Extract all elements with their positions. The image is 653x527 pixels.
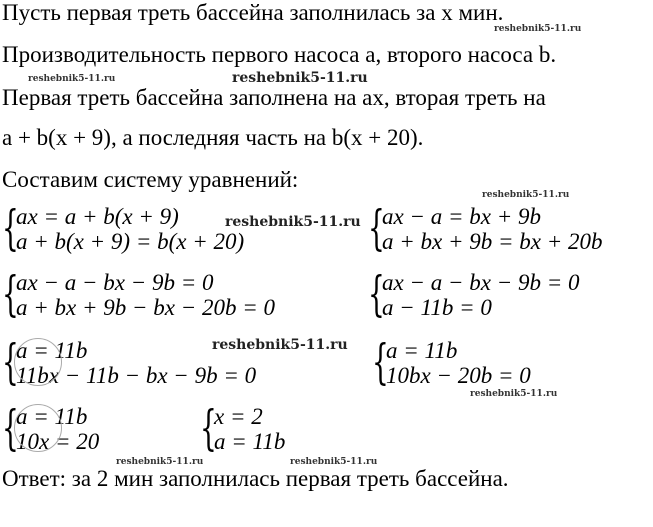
answer-line: Ответ: за 2 мин заполнилась первая треть бассейна. [2, 466, 509, 491]
brace-icon: { [372, 334, 389, 390]
system-6-eq-1: a = 11b [386, 338, 458, 363]
system-1-eq-1: ax = a + b(x + 9) [16, 204, 179, 229]
system-1-eq-2: a + b(x + 9) = b(x + 20) [16, 229, 245, 254]
text-line-5: Составим систему уравнений: [2, 167, 299, 192]
system-4-eq-2: a − 11b = 0 [382, 295, 492, 320]
brace-icon: { [200, 400, 217, 456]
watermark: reshebnik5-11.ru [28, 74, 116, 84]
watermark: reshebnik5-11.ru [290, 457, 378, 467]
system-2-eq-2: a + bx + 9b = bx + 20b [382, 229, 603, 254]
system-7-eq-1: a = 11b [16, 404, 88, 429]
watermark: reshebnik5-11.ru [232, 70, 368, 86]
text-line-2: Производительность первого насоса a, второго насоса b. [2, 42, 557, 67]
system-3-eq-2: a + bx + 9b − bx − 20b = 0 [16, 295, 276, 320]
system-8-eq-2: a = 11b [214, 429, 286, 454]
watermark: reshebnik5-11.ru [494, 24, 582, 34]
brace-icon: { [2, 266, 19, 322]
watermark: reshebnik5-11.ru [482, 190, 570, 200]
brace-icon: { [368, 266, 385, 322]
watermark: reshebnik5-11.ru [116, 457, 204, 467]
text-line-1: Пусть первая треть бассейна заполнилась за x мин. [2, 0, 504, 25]
system-6-eq-2: 10bx − 20b = 0 [386, 363, 531, 388]
system-5-eq-2: 11bx − 11b − bx − 9b = 0 [16, 363, 257, 388]
brace-icon: { [2, 200, 19, 256]
text-line-4: a + b(x + 9), а последняя часть на b(x + 20). [2, 125, 424, 150]
system-8-eq-1: x = 2 [214, 404, 263, 429]
watermark: reshebnik5-11.ru [225, 214, 361, 230]
brace-icon: { [368, 200, 385, 256]
watermark: reshebnik5-11.ru [470, 389, 558, 399]
watermark: reshebnik5-11.ru [212, 337, 348, 353]
seal-icon [14, 338, 62, 386]
system-4-eq-1: ax − a − bx − 9b = 0 [382, 270, 580, 295]
system-7-eq-2: 10x = 20 [16, 429, 100, 454]
seal-icon [14, 404, 62, 452]
system-3-eq-1: ax − a − bx − 9b = 0 [16, 270, 214, 295]
text-line-3: Первая треть бассейна заполнена на ax, вторая треть на [2, 85, 546, 110]
system-2-eq-1: ax − a = bx + 9b [382, 204, 541, 229]
brace-icon: { [2, 334, 19, 390]
system-5-eq-1: a = 11b [16, 338, 88, 363]
brace-icon: { [2, 400, 19, 456]
